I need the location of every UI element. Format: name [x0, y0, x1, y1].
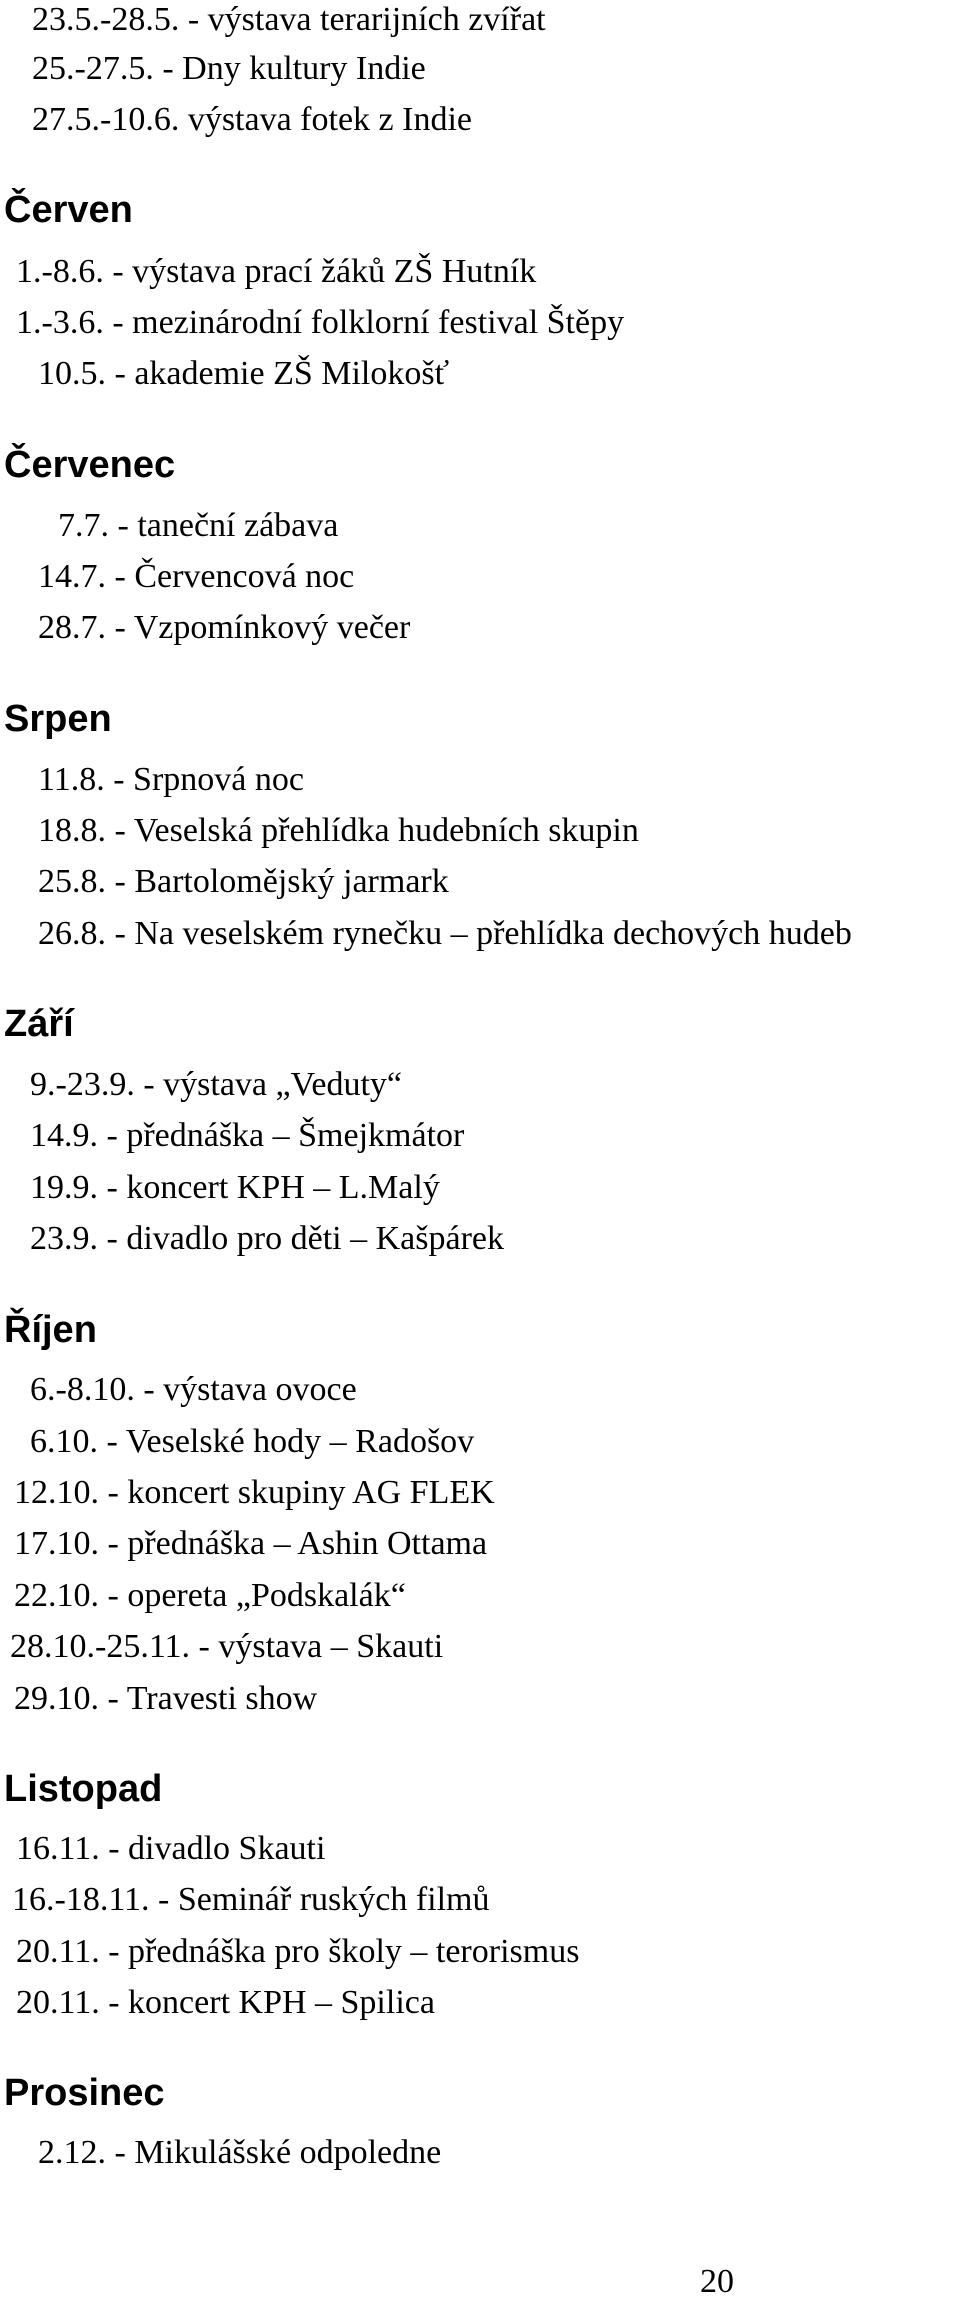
event-item: 1.-3.6. - mezinárodní folklorní festival Štěpy	[16, 304, 625, 341]
event-item: 12.10. - koncert skupiny AG FLEK	[14, 1474, 495, 1511]
event-item: 25.-27.5. - Dny kultury Indie	[32, 50, 426, 87]
event-item: 7.7. - taneční zábava	[58, 507, 339, 544]
event-item: 20.11. - koncert KPH – Spilica	[16, 1984, 435, 2021]
event-item: 27.5.-10.6. výstava fotek z Indie	[32, 101, 472, 138]
event-item: 16.11. - divadlo Skauti	[16, 1830, 326, 1867]
event-item: 23.5.-28.5. - výstava terarijních zvířat	[32, 1, 546, 38]
event-item: 28.7. - Vzpomínkový večer	[38, 609, 411, 646]
month-heading: Červen	[4, 189, 133, 231]
event-item: 28.10.-25.11. - výstava – Skauti	[10, 1628, 444, 1665]
month-heading: Listopad	[4, 1768, 163, 1810]
event-item: 16.-18.11. - Seminář ruských filmů	[12, 1881, 490, 1918]
month-heading: Říjen	[4, 1309, 97, 1351]
event-item: 6.-8.10. - výstava ovoce	[30, 1371, 357, 1408]
event-item: 1.-8.6. - výstava prací žáků ZŠ Hutník	[16, 253, 537, 290]
event-item: 25.8. - Bartolomějský jarmark	[38, 863, 449, 900]
month-heading: Srpen	[4, 698, 112, 740]
event-item: 20.11. - přednáška pro školy – terorismus	[16, 1933, 580, 1970]
month-heading: Červenec	[4, 444, 176, 486]
event-item: 6.10. - Veselské hody – Radošov	[30, 1423, 475, 1460]
event-item: 29.10. - Travesti show	[14, 1680, 318, 1717]
event-item: 26.8. - Na veselském rynečku – přehlídka dechových hudeb	[38, 915, 852, 952]
event-item: 14.9. - přednáška – Šmejkmátor	[30, 1117, 465, 1154]
event-item: 2.12. - Mikulášské odpoledne	[38, 2134, 442, 2171]
event-item: 22.10. - opereta „Podskalák“	[14, 1577, 406, 1614]
event-item: 19.9. - koncert KPH – L.Malý	[30, 1169, 440, 1206]
month-heading: Prosinec	[4, 2072, 165, 2114]
month-heading: Září	[4, 1003, 74, 1045]
event-item: 23.9. - divadlo pro děti – Kašpárek	[30, 1220, 504, 1257]
event-item: 9.-23.9. - výstava „Veduty“	[30, 1066, 403, 1103]
event-item: 17.10. - přednáška – Ashin Ottama	[14, 1525, 488, 1562]
page-number: 20	[700, 2263, 734, 2300]
event-item: 14.7. - Červencová noc	[38, 558, 355, 595]
event-item: 11.8. - Srpnová noc	[38, 761, 304, 798]
event-item: 18.8. - Veselská přehlídka hudebních skupin	[38, 812, 639, 849]
event-item: 10.5. - akademie ZŠ Milokošť	[38, 355, 450, 392]
